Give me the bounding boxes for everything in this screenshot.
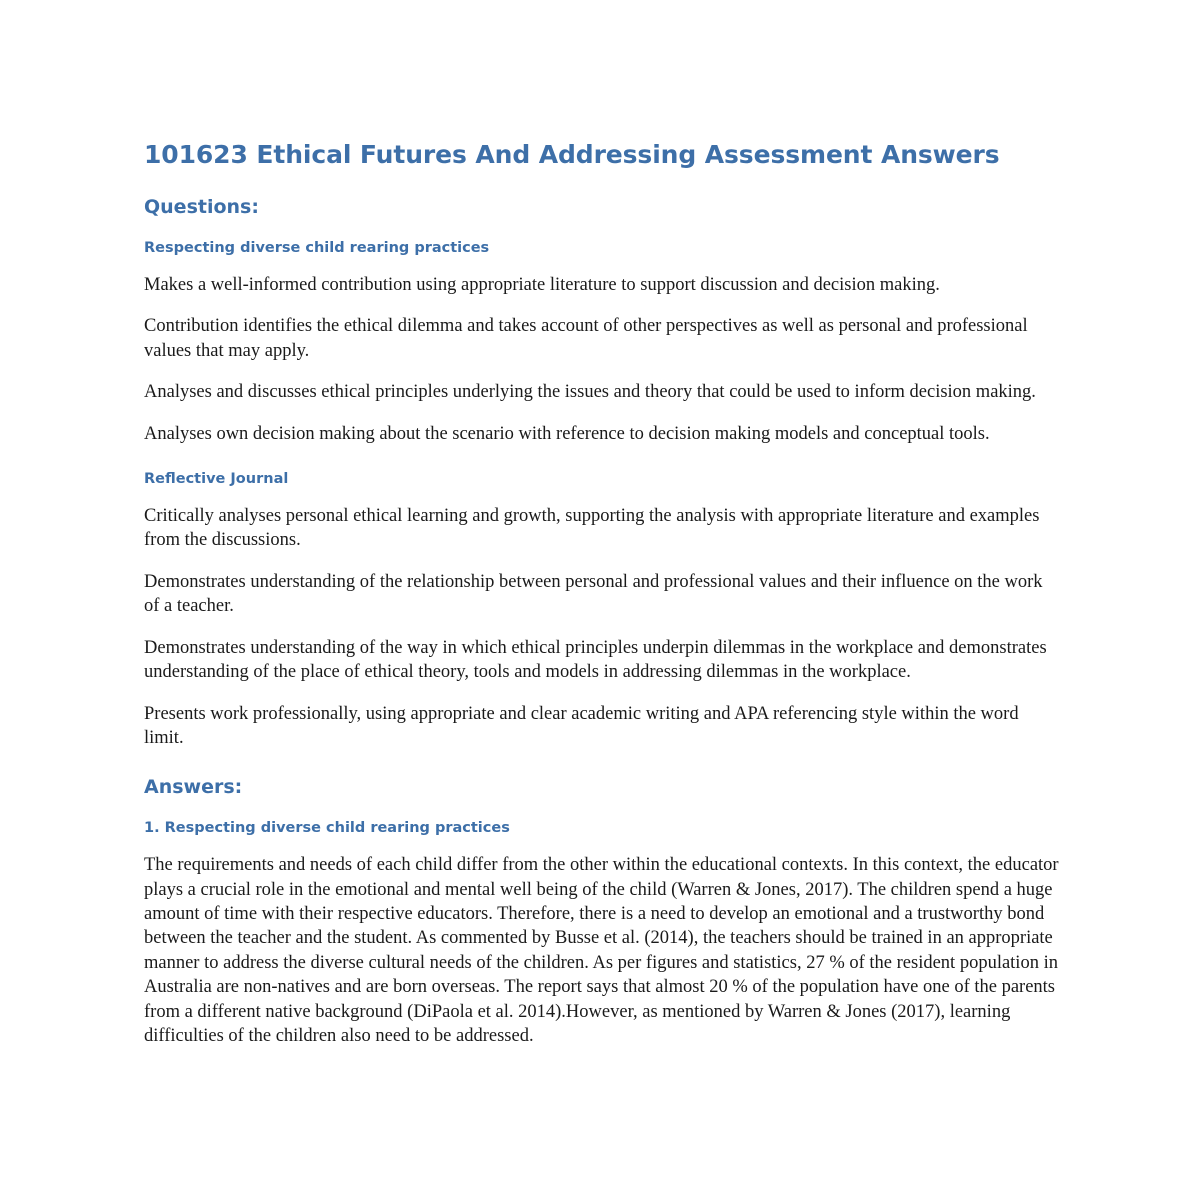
paragraph: Contribution identifies the ethical dilemma and takes account of other perspectives as well as personal and professional values that may apply. xyxy=(144,316,1028,361)
questions-section-heading: Questions: xyxy=(144,196,259,218)
paragraph: Makes a well-informed contribution using appropriate literature to support discussion and decision making. xyxy=(144,274,940,295)
questions-subsection-reflective-journal xyxy=(144,470,1060,750)
page-title: 101623 Ethical Futures And Addressing Assessment Answers xyxy=(144,140,1000,169)
paragraph: Critically analyses personal ethical learning and growth, supporting the analysis with appropriate literature and examples from the discussions. xyxy=(144,506,1040,551)
paragraph: Demonstrates understanding of the way in which ethical principles underpin dilemmas in the workplace and demonstrates understanding of the place of ethical theory, tools and models in addressing dilemmas in the workplace. xyxy=(144,637,1047,683)
subsection-heading-respecting-diverse-child-rearing-practices: Respecting diverse child rearing practices xyxy=(144,239,490,256)
paragraph: Analyses own decision making about the scenario with reference to decision making models and conceptual tools. xyxy=(144,423,990,444)
subsection-heading-reflective-journal: Reflective Journal xyxy=(144,470,289,487)
paragraph: Demonstrates understanding of the relationship between personal and professional values and their influence on the work of a teacher. xyxy=(144,571,1043,617)
answers-section-heading: Answers: xyxy=(144,776,243,799)
questions-subsection-respecting-diverse-child-rearing-practices xyxy=(144,239,1060,446)
answers-subsection-1 xyxy=(144,819,1060,1048)
paragraph: Analyses and discusses ethical principles underlying the issues and theory that could be used to inform decision making. xyxy=(144,382,1036,403)
subsection-heading-answer-1: 1. Respecting diverse child rearing practices xyxy=(144,820,510,837)
paragraph: The requirements and needs of each child differ from the other within the educational contexts. In this context, the educator plays a crucial role in the emotional and mental well being of the child (Warren & Jones, 2017). The children spend a huge amount of time with their respective educators. Therefore, there is a need to develop an emotional and a trustworthy bond between the teacher and the student. As commented by Busse et al. (2014), the teachers should be trained in an appropriate manner to address the diverse cultural needs of the children. As per figures and statistics, 27 % of the resident population in Australia are non-natives and are born overseas. The report says that almost 20 % of the population have one of the parents from a different native background (DiPaola et al. 2014).However, as mentioned by Warren & Jones (2017), learning difficulties of the children also need to be addressed. xyxy=(144,855,1059,1047)
paragraph: Presents work professionally, using appropriate and clear academic writing and APA referencing style within the word limit. xyxy=(144,703,1019,748)
